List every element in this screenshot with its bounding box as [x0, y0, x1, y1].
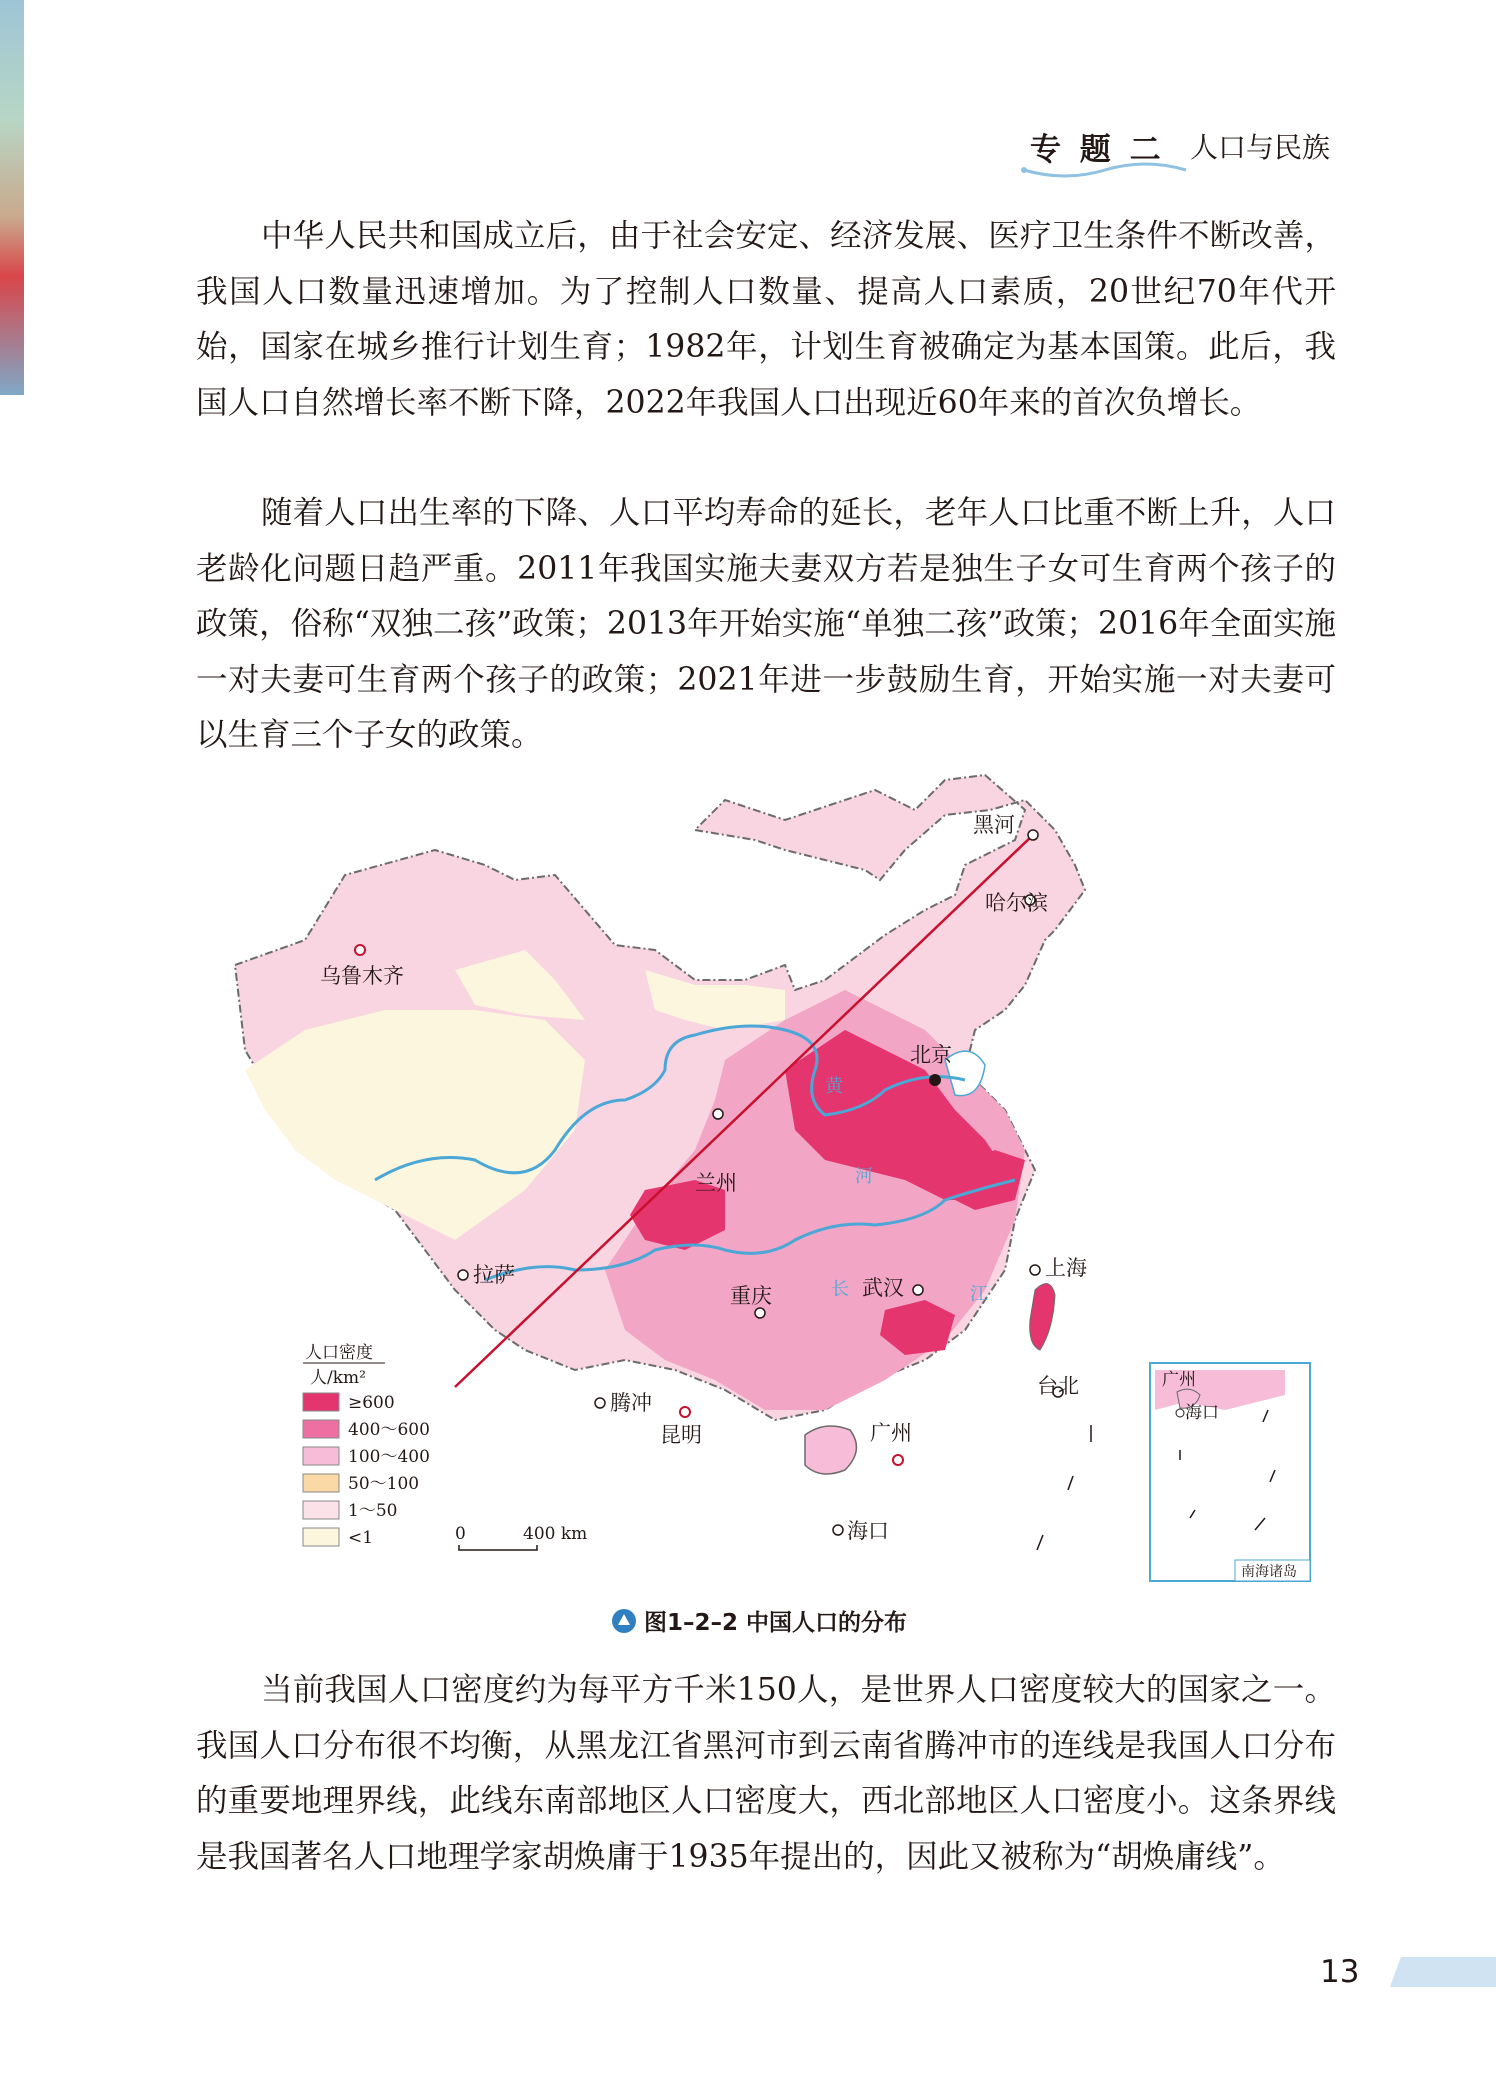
inset-city-haikou: 海口 [1185, 1403, 1219, 1423]
paragraph-aging-policy: 随着人口出生率的下降、人口平均寿命的延长，老年人口比重不断上升，人口老龄化问题日趋严重。2011年我国实施夫妻双方若是独生子女可生育两个孩子的政策，俗称“双独二孩”政策；2013年开始实施“单独二孩”政策；2016年全面实施一对夫妻可生育两个孩子的政策；2021年进一步鼓励生育，开始实施一对夫妻可以生育三个子女的政策。 [196, 495, 1336, 753]
legend-label-600-plus: ≥600 [348, 1393, 395, 1413]
legend-swatch-50-100 [303, 1474, 339, 1492]
river-label-jiang: 江 [970, 1284, 988, 1305]
paragraph-hu-line: 当前我国人口密度约为每平方千米150人，是世界人口密度较大的国家之一。我国人口分布很不均衡，从黑龙江省黑河市到云南省腾冲市的连线是我国人口分布的重要地理界线，此线东南部地区人口密度大，西北部地区人口密度小。这条界线是我国著名人口地理学家胡焕庸于1935年提出的，因此又被称为“胡焕庸线”。 [196, 1672, 1336, 1875]
river-label-he: 河 [855, 1166, 873, 1187]
page-number: 13 [1320, 1954, 1360, 1990]
legend-label-100-400: 100～400 [348, 1447, 430, 1467]
city-label-taipei: 台北 [1037, 1374, 1079, 1398]
china-population-map [225, 770, 1315, 1590]
page-tab-decoration [1390, 1957, 1496, 1987]
city-taipei [1037, 1374, 1079, 1398]
paragraph-population-growth: 中华人民共和国成立后，由于社会安定、经济发展、医疗卫生条件不断改善，我国人口数量迅速增加。为了控制人口数量、提高人口素质，20世纪70年代开始，国家在城乡推行计划生育；1982年，计划生育被确定为基本国策。此后，我国人口自然增长率不断下降，2022年我国人口出现近60年来的首次负增长。 [196, 218, 1336, 421]
river-label-huang: 黄 [825, 1076, 843, 1097]
legend-swatch-600-plus [303, 1393, 339, 1411]
scale-distance: 400 km [523, 1524, 588, 1544]
city-label-wuhan: 武汉 [862, 1276, 904, 1300]
chapter-header [1020, 118, 1400, 178]
inset-title: 南海诸岛 [1241, 1564, 1297, 1580]
legend-unit: 人/km² [310, 1368, 366, 1388]
city-label-beijing: 北京 [910, 1043, 952, 1067]
scale-zero: 0 [455, 1524, 466, 1544]
river-label-chang: 长 [831, 1279, 849, 1300]
city-label-tengchong: 腾冲 [610, 1391, 652, 1415]
city-haikou [833, 1519, 889, 1543]
city-label-chongqing: 重庆 [730, 1284, 772, 1308]
city-label-heihe: 黑河 [973, 813, 1015, 837]
legend-swatch-400-600 [303, 1420, 339, 1438]
topic-title: 专 题 二 [1030, 132, 1165, 168]
legend-title: 人口密度 [305, 1343, 373, 1363]
legend-swatch-under-1 [303, 1528, 339, 1546]
south-china-sea-inset [1150, 1363, 1310, 1581]
map-scale-bar [455, 1524, 587, 1550]
city-harbin [985, 891, 1048, 915]
city-label-haikou: 海口 [847, 1519, 889, 1543]
figure-caption [612, 1604, 907, 1637]
city-label-lanzhou: 兰州 [695, 1171, 737, 1195]
taiwan-island [1030, 1284, 1055, 1350]
legend-label-50-100: 50～100 [348, 1474, 420, 1494]
city-tengchong [595, 1391, 652, 1415]
city-guangzhou [870, 1421, 912, 1465]
inset-city-guangzhou: 广州 [1162, 1370, 1196, 1390]
city-label-kunming: 昆明 [660, 1423, 702, 1447]
topic-subtitle: 人口与民族 [1190, 131, 1331, 164]
city-label-harbin: 哈尔滨 [985, 891, 1048, 915]
decorative-photo-strip [0, 0, 24, 395]
hainan-island [805, 1426, 856, 1474]
city-label-lhasa: 拉萨 [473, 1263, 515, 1287]
caption-triangle-icon [612, 1609, 636, 1633]
header-wave-ornament [1020, 158, 1190, 182]
legend-swatch-1-50 [303, 1501, 339, 1519]
city-kunming [660, 1407, 702, 1447]
legend-swatch-100-400 [303, 1447, 339, 1465]
caption-text: 图1–2–2 中国人口的分布 [644, 1610, 908, 1636]
map-legend [303, 1343, 430, 1548]
legend-label-under-1: <1 [348, 1528, 374, 1548]
city-shanghai [1030, 1256, 1087, 1280]
city-label-urumqi: 乌鲁木齐 [320, 964, 404, 988]
city-label-guangzhou: 广州 [870, 1421, 912, 1445]
legend-label-400-600: 400～600 [348, 1420, 430, 1440]
south-sea-dashes [1037, 1425, 1091, 1550]
city-label-shanghai: 上海 [1045, 1256, 1087, 1280]
legend-label-1-50: 1～50 [348, 1501, 398, 1521]
